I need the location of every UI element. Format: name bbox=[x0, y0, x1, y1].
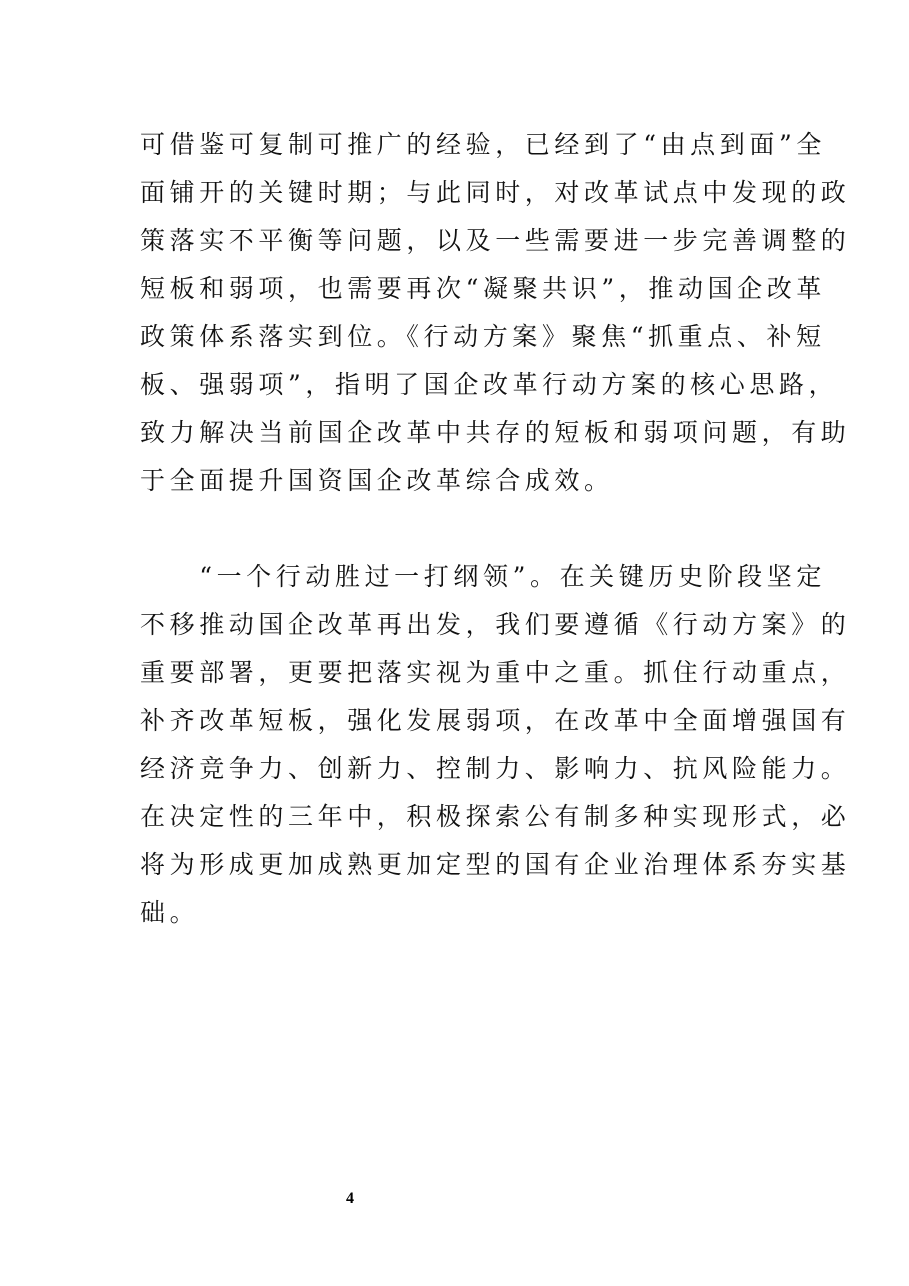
paragraph-line: 在决定性的三年中，积极探索公有制多种实现形式，必 bbox=[140, 802, 851, 831]
paragraph-line: 面铺开的关键时期；与此同时，对改革试点中发现的政 bbox=[140, 178, 851, 207]
paragraph-line: 短板和弱项，也需要再次“凝聚共识”，推动国企改革 bbox=[140, 274, 826, 303]
paragraph-line: 可借鉴可复制可推广的经验，已经到了“由点到面”全 bbox=[140, 130, 826, 159]
paragraph-line: 于全面提升国资国企改革综合成效。 bbox=[140, 466, 614, 495]
paragraph-line: 策落实不平衡等问题，以及一些需要进一步完善调整的 bbox=[140, 226, 851, 255]
paragraph-2 bbox=[140, 553, 851, 937]
paragraph-line: 致力解决当前国企改革中共存的短板和弱项问题，有助 bbox=[140, 418, 851, 447]
paragraph-line: 不移推动国企改革再出发，我们要遵循《行动方案》的 bbox=[140, 610, 851, 639]
paragraph-line: 政策体系落实到位。《行动方案》聚焦“抓重点、补短 bbox=[140, 322, 826, 351]
paragraph-line: 板、强弱项”，指明了国企改革行动方案的核心思路， bbox=[140, 370, 839, 399]
paragraph-line: 补齐改革短板，强化发展弱项，在改革中全面增强国有 bbox=[140, 706, 851, 735]
paragraph-line: 重要部署，更要把落实视为重中之重。抓住行动重点， bbox=[140, 658, 851, 687]
page-number: 4 bbox=[346, 1190, 354, 1207]
paragraph-line: 础。 bbox=[140, 898, 200, 927]
paragraph-line: “一个行动胜过一打纲领”。在关键历史阶段坚定 bbox=[140, 562, 826, 591]
paragraph-1 bbox=[140, 121, 851, 505]
paragraph-line: 经济竞争力、创新力、控制力、影响力、抗风险能力。 bbox=[140, 754, 851, 783]
paragraph-line: 将为形成更加成熟更加定型的国有企业治理体系夯实基 bbox=[140, 850, 851, 879]
